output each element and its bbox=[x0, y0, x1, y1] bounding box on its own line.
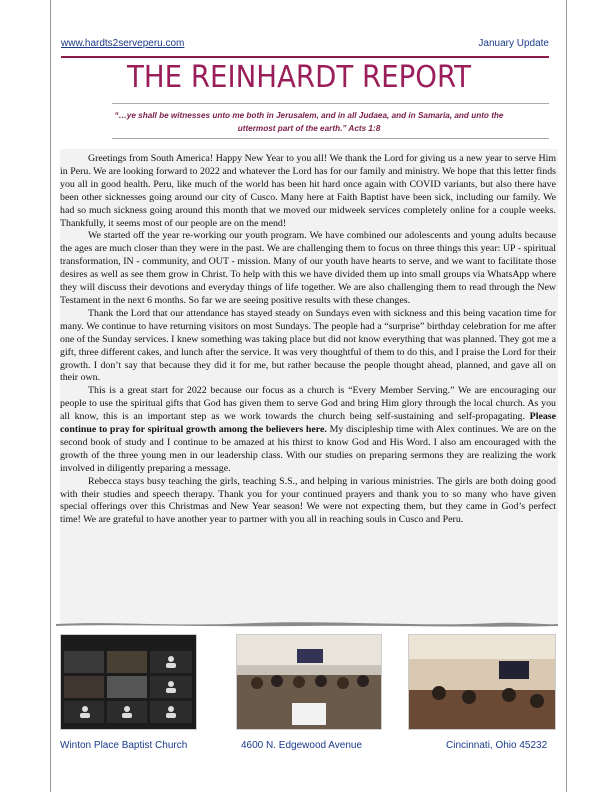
paragraph-greeting: Greetings from South America! Happy New Year to you all! We thank the Lord for giving us a new year to serve Him in Peru. We are looking forward to 2022 and whatever the Lord has for our family and ministry. We hope that this letter finds you all in good health. Peru, like much of the world has been hit hard once again with COVID variants, but also there have been other sicknesses going around our city of Cusco. Many here at Faith Baptist have been sick, including our family. We had so much sickness going around this month that we moved our midweek services completely online for a couple weeks. Thankfully, it seems most of our people are on the mend! bbox=[60, 153, 556, 229]
paragraph-youth: We started off the year re-working our youth program. We have combined our adolescents and young adults because the ages are much closer than they were in the past. We are challenging them to focus on three things this year: UP - spiritual transformation, IN - community, and OUT - mission. Many of our youth have hearts to serve, and we want to facilitate those desires as well as see them grow in Christ. To help with this we have divided them up into small groups via WhatsApp where they will discuss their devotions and everyday things of life together. We are also challenging them to read through the New Testament in the next 6 months. So far we are seeing positive results with these changes. bbox=[60, 230, 556, 306]
brush-divider bbox=[56, 620, 558, 628]
footer-address: 4600 N. Edgewood Avenue bbox=[241, 740, 363, 751]
serving-text-b: My discipleship time with Alex continues. We are on the second book of study and I continue to be amazed at his thirst to know God and His Word. I also am encouraged with the growth of the three young men in our leadership class. With our studies on preparing sermons they are realizing the work involved in diligently preparing a message. bbox=[60, 424, 556, 474]
serving-text-a: This is a great start for 2022 because our focus as a church is “Every Member Serving.” We are encouraging our people to use the spiritual gifts that God has given them to serve God and bring Him glory through the local church. As you all know, this is an important step as we work towards the church being self-sustaining and self-propagating. bbox=[60, 385, 556, 423]
photo-birthday-celebration bbox=[236, 634, 382, 730]
right-margin-line bbox=[566, 0, 567, 792]
photo-video-call bbox=[60, 634, 197, 730]
prayer-request: Please continue to pray for spiritual growth among the believers here. bbox=[60, 411, 556, 436]
title-divider bbox=[112, 103, 549, 104]
newsletter-title: THE REINHARDT REPORT bbox=[127, 60, 471, 95]
paragraph-rebecca: Rebecca stays busy teaching the girls, teaching S.S., and helping in various ministries. The girls are both doing good with their studies and speech therapy. Thank you for your continued prayers and thank you to so many who have given special offerings over this Christmas and New Year season! We were not expecting them, but they came in God’s perfect time! We are grateful to have another year to partner with you all in reaching souls in Cusco and Peru. bbox=[60, 475, 556, 526]
verse-line-2: uttermost part of the earth.” Acts 1:8 bbox=[237, 124, 381, 133]
page-header bbox=[49, 28, 549, 144]
verse-divider bbox=[112, 138, 549, 139]
scripture-verse bbox=[89, 109, 529, 135]
photo-church-service bbox=[408, 634, 556, 730]
update-label: January Update bbox=[478, 38, 549, 49]
header-rule bbox=[61, 56, 549, 58]
footer-city: Cincinnati, Ohio 45232 bbox=[446, 740, 548, 751]
paragraph-serving bbox=[60, 385, 556, 475]
letter-body bbox=[60, 153, 556, 527]
verse-line-1: “…ye shall be witnesses unto me both in Jerusalem, and in all Judaea, and in Samaria, and unto the bbox=[114, 111, 504, 120]
footer-church-name: Winton Place Baptist Church bbox=[60, 740, 188, 751]
website-link[interactable]: www.hardts2serveperu.com bbox=[61, 38, 185, 49]
paragraph-attendance: Thank the Lord that our attendance has stayed steady on Sundays even with sickness and this being vacation time for many. We continue to have returning visitors on most Sundays. The people had a “surprise” birthday celebration for me after one of the Sunday services. I knew something was taking place but did not know everything that was planned. They got me a gift, three different cakes, and lunch after the service. It was very thoughtful of them to do this, and I praise the Lord for their growth. I don’t say that because they did it for me, but rather because the people thought ahead, planned, and gave all on their own. bbox=[60, 307, 556, 384]
